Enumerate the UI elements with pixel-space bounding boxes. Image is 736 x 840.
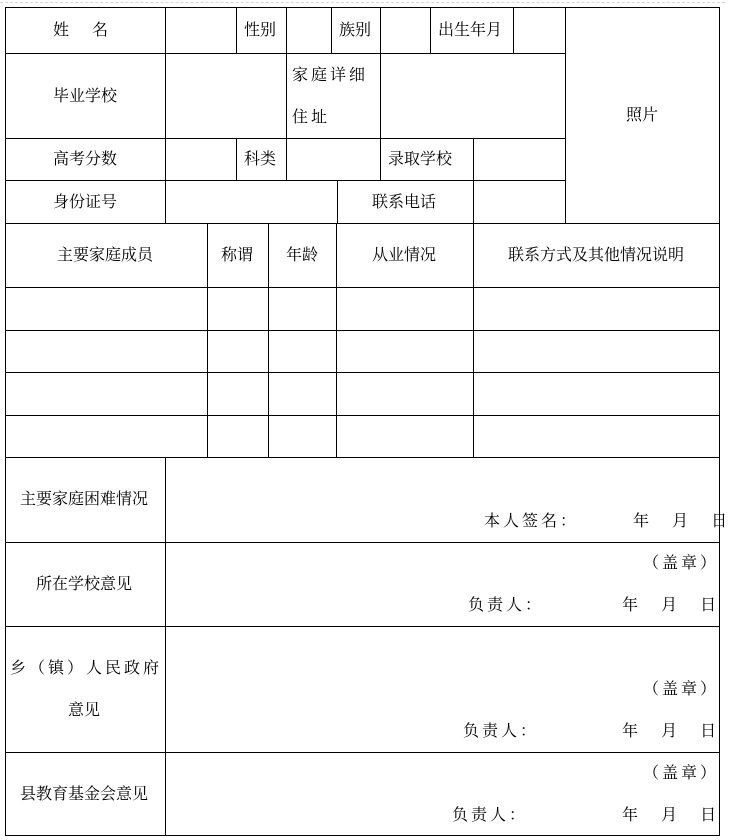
school-opinion-label: 所在学校意见 — [35, 574, 133, 593]
town-government-opinion-label: 乡（镇）人民政府 — [9, 658, 163, 677]
town-seal-note: （盖章） — [643, 679, 720, 698]
home-address-label-line2: 住址 — [292, 107, 331, 126]
home-address-label-line1: 家庭详细 — [292, 65, 369, 84]
school-responsible-label: 负责人： — [468, 595, 545, 614]
hardship-label: 主要家庭困难情况 — [19, 489, 149, 508]
name-label: 姓 名 — [52, 20, 118, 39]
town-government-opinion-label-line2: 意见 — [67, 700, 101, 719]
school-seal-note: （盖章） — [643, 553, 720, 572]
county-seal-note: （盖章） — [643, 763, 720, 782]
town-opinion-date: 年 月 日 — [622, 721, 726, 740]
applicant-signature-label: 本人签名： — [484, 511, 580, 530]
relation-header: 称谓 — [220, 245, 254, 264]
town-responsible-label: 负责人： — [463, 721, 540, 740]
photo-label: 照片 — [625, 105, 659, 124]
id-number-label: 身份证号 — [52, 192, 118, 211]
birth-date-label: 出生年月 — [437, 20, 503, 39]
age-header: 年龄 — [285, 245, 319, 264]
school-opinion-date: 年 月 日 — [622, 595, 726, 614]
county-opinion-date: 年 月 日 — [622, 805, 726, 824]
hardship-date: 年 月 日 — [633, 511, 736, 530]
graduation-school-label: 毕业学校 — [52, 86, 118, 105]
county-foundation-opinion-label: 县教育基金会意见 — [19, 784, 149, 803]
admitted-school-label: 录取学校 — [387, 149, 453, 168]
ethnicity-label: 族别 — [338, 20, 372, 39]
subject-category-label: 科类 — [243, 149, 277, 168]
phone-label: 联系电话 — [371, 192, 437, 211]
county-responsible-label: 负责人： — [452, 805, 529, 824]
occupation-header: 从业情况 — [371, 245, 437, 264]
gender-label: 性别 — [243, 20, 277, 39]
contact-info-header: 联系方式及其他情况说明 — [507, 245, 685, 264]
exam-score-label: 高考分数 — [52, 149, 118, 168]
family-member-header: 主要家庭成员 — [56, 245, 154, 264]
